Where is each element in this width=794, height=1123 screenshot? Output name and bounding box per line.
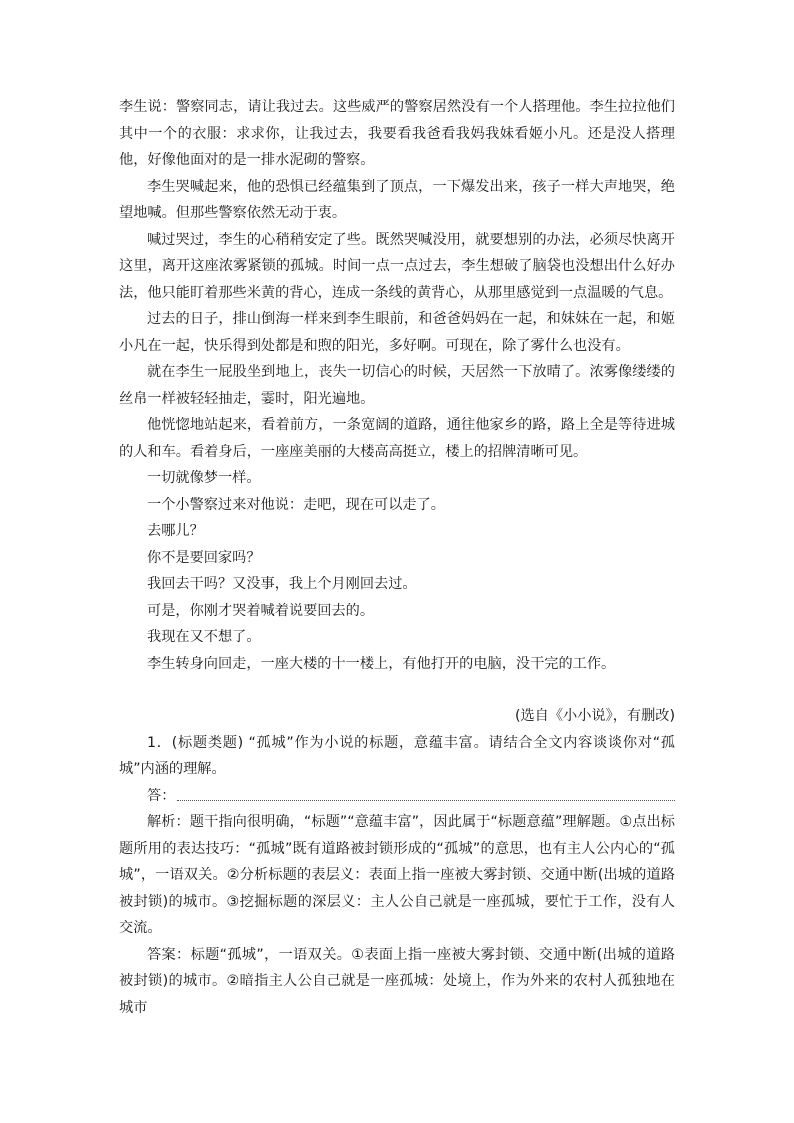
source-citation: (选自《小小说》，有删改) (514, 708, 675, 724)
answer-dotted-line (177, 800, 675, 801)
story-paragraph-7: 一切就像梦一样。 (147, 470, 261, 486)
answer-label: 答： (147, 787, 176, 804)
story-paragraph-4: 过去的日子，排山倒海一样来到李生眼前，和爸爸妈妈在一起，和妹妹在一起，和姬小凡在一起，快乐得到处都是和煦的阳光，多好啊。可现在，除了雾什么也没有。 (119, 311, 675, 354)
story-paragraph-6: 他恍惚地站起来，看着前方，一条宽阔的道路，通往他家乡的路，路上全是等待进城的人和车。看着身后，一座座美丽的大楼高高挺立，楼上的招牌清晰可见。 (119, 417, 675, 460)
story-paragraph-12: 可是，你刚才哭着喊着说要回去的。 (147, 602, 375, 619)
answer-paragraph: 答案：标题“孤城”，一语双关。①表面上指一座被大雾封锁、交通中断(出城的道路被封锁)的城市。②暗指主人公自己就是一座孤城：处境上，作为外来的农村人孤独地在城市 (119, 946, 675, 1016)
document-page (119, 94, 675, 1021)
story-paragraph-11: 我回去干吗？又没事，我上个月刚回去过。 (147, 576, 417, 592)
story-paragraph-2: 李生哭喊起来，他的恐惧已经蕴集到了顶点，一下爆发出来，孩子一样大声地哭，绝望地喊。但那些警察依然无动于衷。 (119, 178, 675, 221)
section-spacer (119, 677, 675, 703)
story-paragraph-3: 喊过哭过，李生的心稍稍安定了些。既然哭喊没用，就要想别的办法，必须尽快离开这里，离开这座浓雾紧锁的孤城。时间一点一点过去，李生想破了脑袋也没想出什么好办法，他只能盯着那些米黄的背心，连成一条线的黄背心，从那里感觉到一点温暖的气息。 (119, 231, 675, 301)
story-paragraph-13: 我现在又不想了。 (147, 629, 261, 645)
analysis-paragraph: 解析：题干指向很明确，“标题”“意蕴丰富”，因此属于“标题意蕴”理解题。①点出标题所用的表达技巧：“孤城”既有道路被封锁形成的“孤城”的意思，也有主人公内心的“孤城”，一语双关。②分析标题的表层义：表面上指一座被大雾封锁、交通中断(出城的道路被封锁)的城市。③挖掘标题的深层义：主人公自己就是一座孤城，要忙于工作，没有人交流。 (119, 814, 675, 936)
story-paragraph-5: 就在李生一屁股坐到地上，丧失一切信心的时候，天居然一下放晴了。浓雾像缕缕的丝帛一样被轻轻抽走，霎时，阳光遍地。 (119, 364, 675, 407)
answer-line (119, 783, 675, 810)
story-paragraph-8: 一个小警察过来对他说：走吧，现在可以走了。 (147, 496, 445, 513)
story-paragraph-10: 你不是要回家吗？ (147, 549, 261, 566)
story-paragraph-1: 李生说：警察同志，请让我过去。这些威严的警察居然没有一个人搭理他。李生拉拉他们其中一个的衣服：求求你，让我过去，我要看我爸看我妈我妹看姬小凡。还是没人搭理他，好像他面对的是一排水泥砌的警察。 (119, 99, 675, 168)
question-1: 1．(标题类题) “孤城”作为小说的标题，意蕴丰富。请结合全文内容谈谈你对“孤城”内涵的理解。 (119, 734, 675, 777)
story-paragraph-9: 去哪儿？ (147, 523, 204, 539)
story-paragraph-14: 李生转身向回走，一座大楼的十一楼上，有他打开的电脑，没干完的工作。 (147, 655, 616, 672)
